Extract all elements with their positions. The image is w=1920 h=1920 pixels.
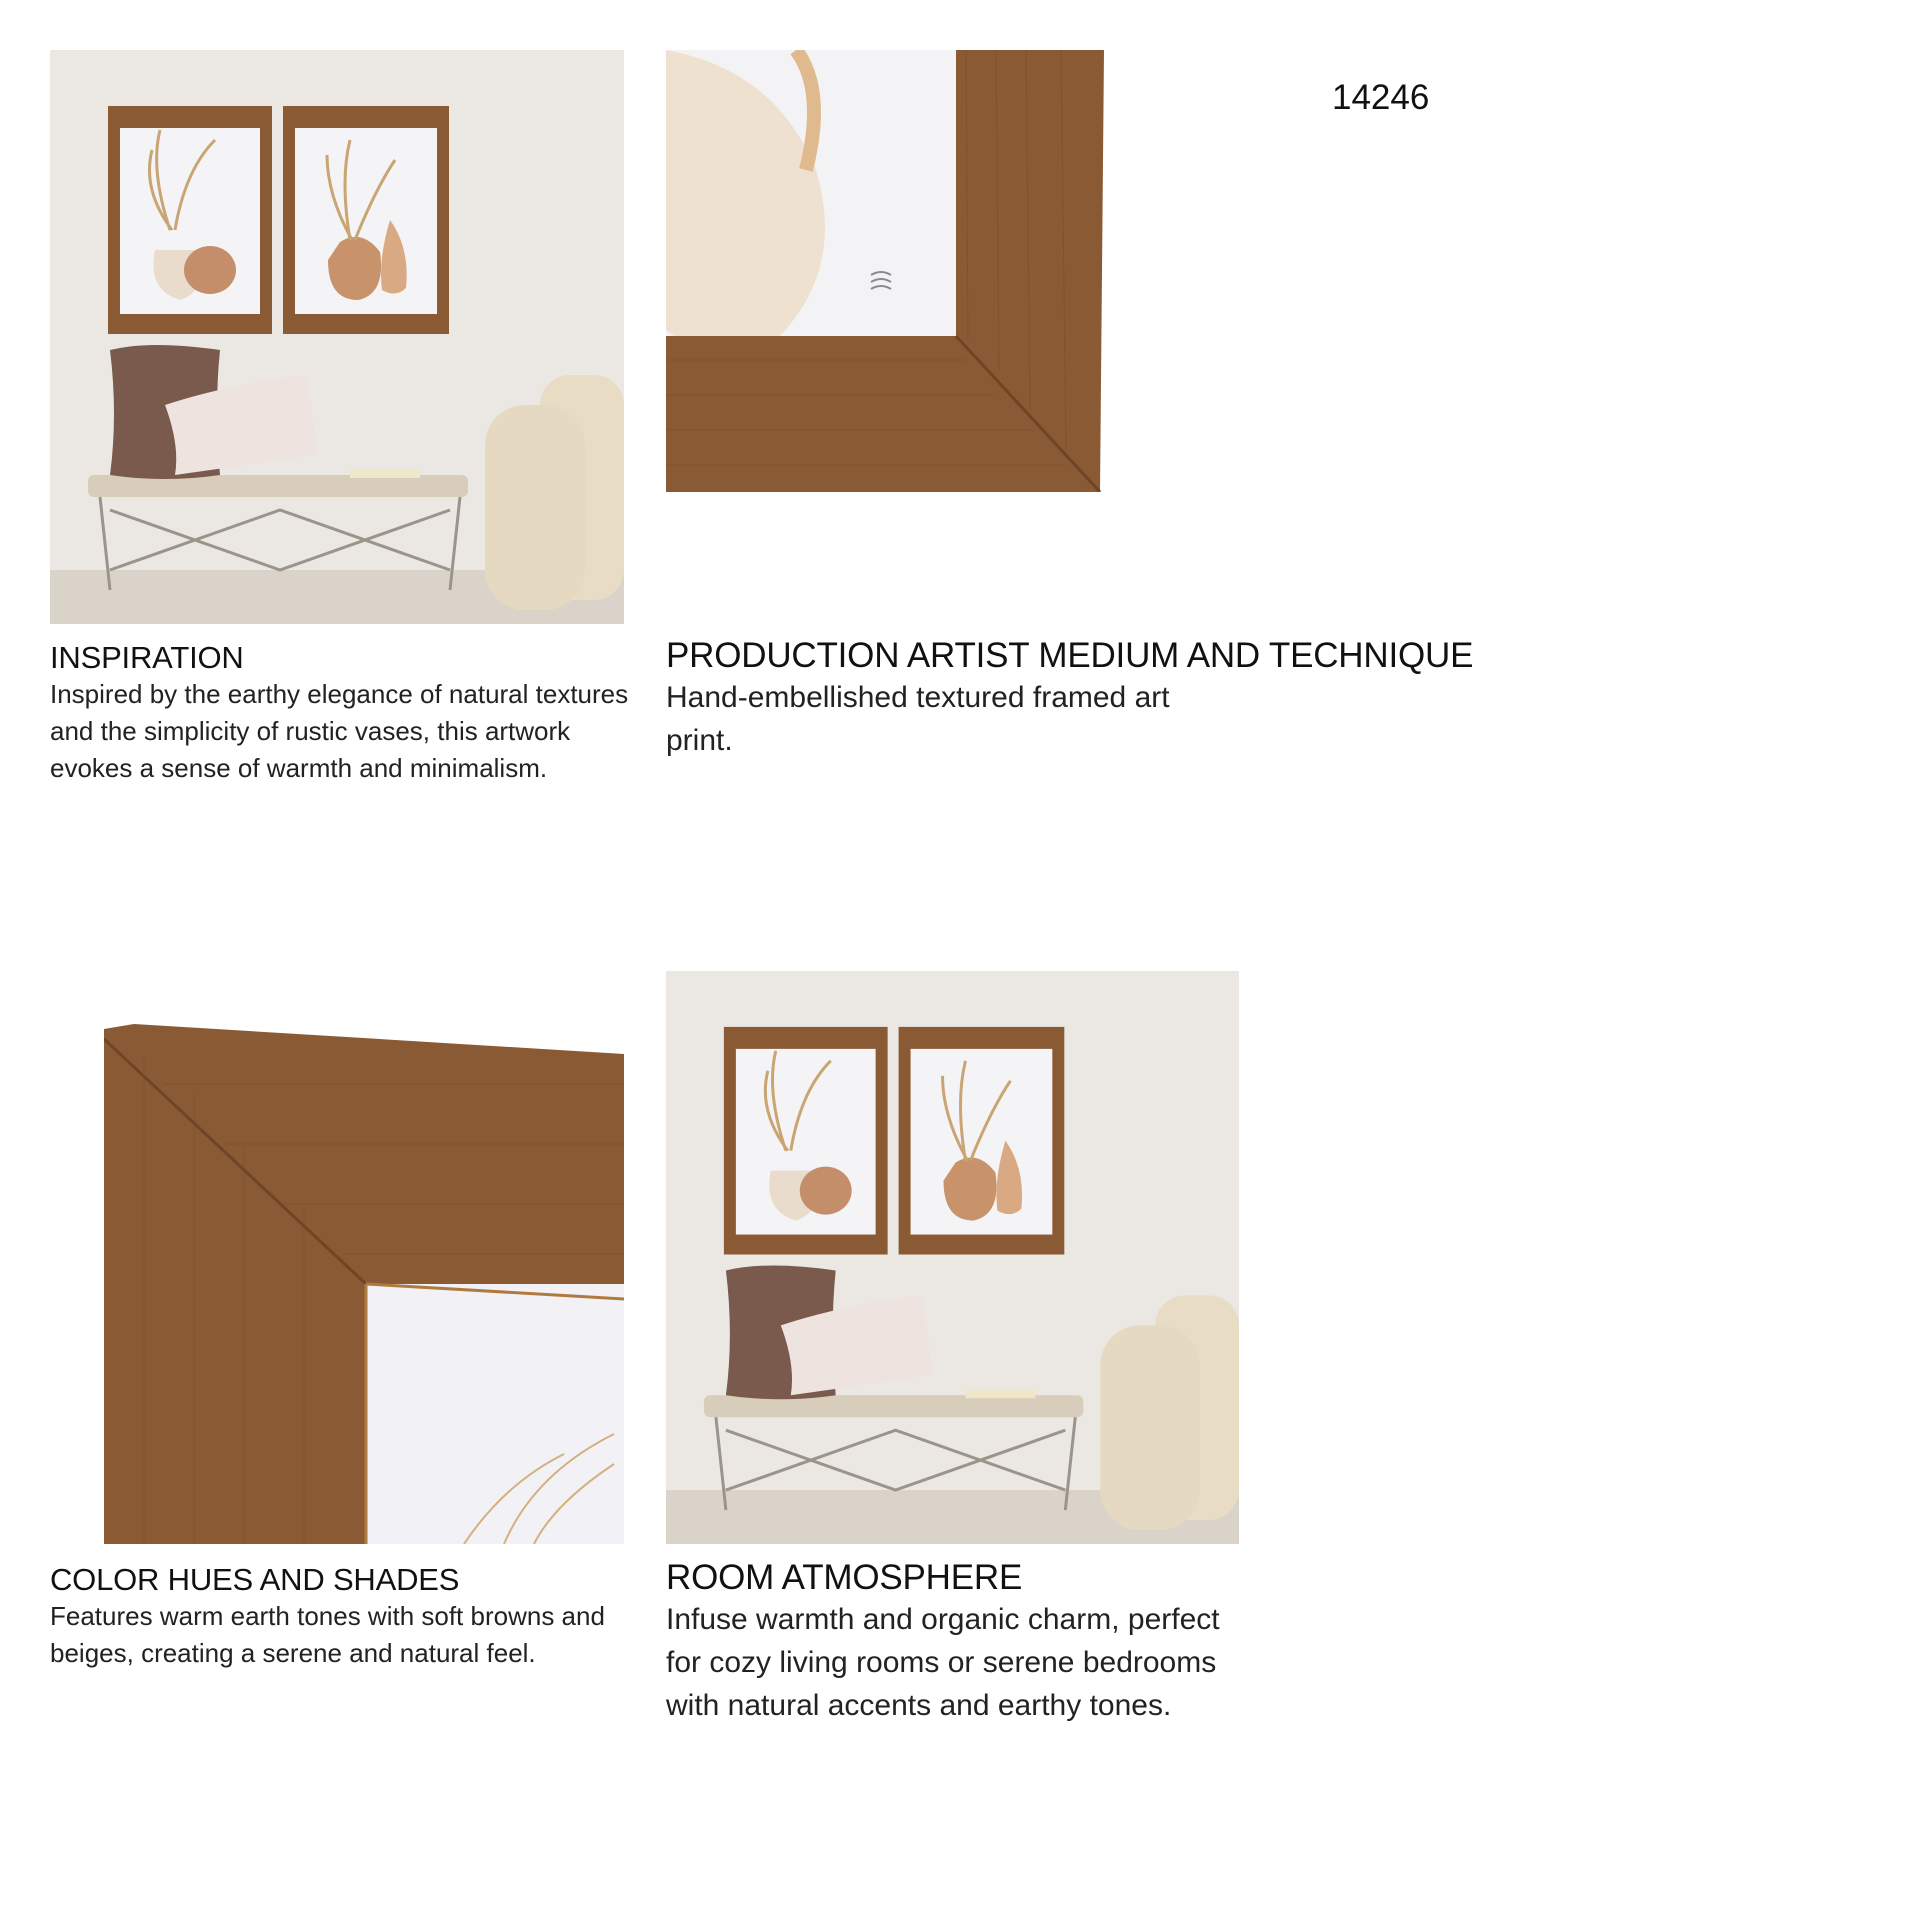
color-text: Features warm earth tones with soft browns and beiges, creating a serene and natural feel. (50, 1601, 605, 1668)
production-text: Hand-embellished textured framed art print. (666, 681, 1170, 757)
frame-detail-illustration (104, 1024, 624, 1544)
inspiration-heading: INSPIRATION (50, 640, 244, 675)
inspiration-text: Inspired by the earthy elegance of natural textures and the simplicity of rustic vases, this artwork evokes a sense of warmth and minimalism. (50, 679, 629, 783)
product-sku: 14246 (1332, 78, 1430, 117)
room-scene-illustration (50, 50, 624, 624)
frame-corner-closeup-photo (666, 50, 1104, 492)
production-heading: PRODUCTION ARTIST MEDIUM AND TECHNIQUE (666, 636, 1474, 675)
room-heading: ROOM ATMOSPHERE (666, 1558, 1023, 1597)
frame-corner-illustration (666, 50, 1104, 492)
room-text: Infuse warmth and organic charm, perfect for cozy living rooms or serene bedrooms with natural accents and earthy tones. (666, 1603, 1220, 1722)
room-scene-photo (50, 50, 624, 624)
room-atmosphere-photo (666, 971, 1239, 1544)
room-atmosphere-illustration (666, 971, 1239, 1544)
frame-corner-detail-photo (104, 1024, 624, 1544)
color-heading: COLOR HUES AND SHADES (50, 1562, 460, 1597)
